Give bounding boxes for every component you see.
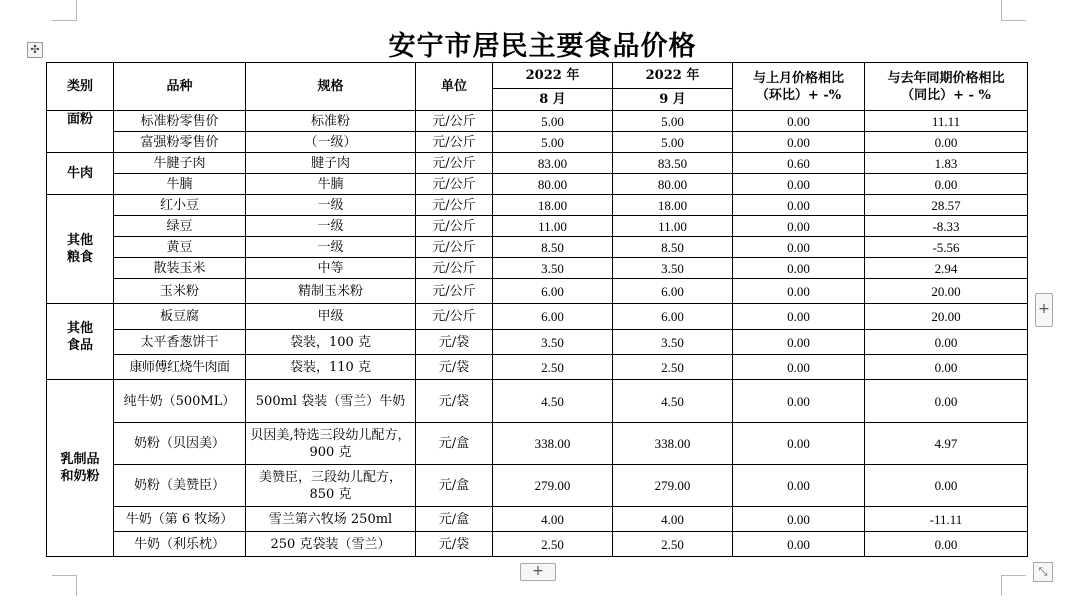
cell-sep: 5.00: [613, 132, 733, 153]
cell-aug: 2.50: [493, 532, 613, 557]
cell-yoy: 20.00: [865, 279, 1028, 304]
cell-sep: 8.50: [613, 237, 733, 258]
cell-sep: 11.00: [613, 216, 733, 237]
cell-aug: 279.00: [493, 465, 613, 507]
cell-yoy: 0.00: [865, 532, 1028, 557]
cell-yoy: 0.00: [865, 355, 1028, 380]
table-row: [47, 153, 1028, 174]
table-row: [47, 507, 1028, 532]
category-other-grain-line2: 粮食: [66, 250, 93, 265]
category-dairy: [47, 380, 114, 557]
cell-sep: 4.50: [613, 380, 733, 423]
cell-spec: 美赞臣，三段幼儿配方，850 克: [246, 465, 416, 507]
table-header-row: [47, 63, 1028, 89]
cell-aug: 5.00: [493, 111, 613, 132]
cell-sep: 83.50: [613, 153, 733, 174]
cell-variety: 牛奶（利乐枕）: [114, 532, 246, 557]
cell-sep: 6.00: [613, 279, 733, 304]
cell-variety: 牛腩: [114, 174, 246, 195]
cell-unit: 元/公斤: [416, 153, 493, 174]
cell-yoy: 20.00: [865, 304, 1028, 330]
cell-mom: 0.00: [733, 465, 865, 507]
cell-aug: 8.50: [493, 237, 613, 258]
page-corner-mark: [52, 575, 77, 596]
table-row: [47, 132, 1028, 153]
cell-sep: 279.00: [613, 465, 733, 507]
header-mom: [733, 63, 865, 111]
table-row: [47, 330, 1028, 355]
cell-spec: 袋装，110 克: [246, 355, 416, 380]
cell-variety: 太平香葱饼干: [114, 330, 246, 355]
cell-spec: 一级: [246, 216, 416, 237]
page-corner-mark: [1001, 575, 1026, 596]
cell-spec: 甲级: [246, 304, 416, 330]
category-other-food-line2: 食品: [66, 338, 93, 353]
cell-yoy: 28.57: [865, 195, 1028, 216]
cell-yoy: 11.11: [865, 111, 1028, 132]
cell-unit: 元/公斤: [416, 111, 493, 132]
cell-variety: 黄豆: [114, 237, 246, 258]
cell-sep: 2.50: [613, 355, 733, 380]
table-row: [47, 465, 1028, 507]
cell-yoy: -11.11: [865, 507, 1028, 532]
cell-unit: 元/公斤: [416, 237, 493, 258]
header-yoy-line1: 与去年同期价格相比: [887, 70, 1005, 86]
cell-mom: 0.00: [733, 355, 865, 380]
cell-sep: 338.00: [613, 423, 733, 465]
cell-unit: 元/公斤: [416, 174, 493, 195]
header-spec: 规格: [246, 63, 416, 111]
cell-sep: 6.00: [613, 304, 733, 330]
table-row: [47, 423, 1028, 465]
category-beef: 牛肉: [47, 153, 114, 195]
cell-unit: 元/袋: [416, 532, 493, 557]
cell-mom: 0.00: [733, 258, 865, 279]
cell-mom: 0.00: [733, 304, 865, 330]
cell-unit: 元/公斤: [416, 258, 493, 279]
cell-variety: 红小豆: [114, 195, 246, 216]
cell-aug: 6.00: [493, 304, 613, 330]
cell-mom: 0.00: [733, 111, 865, 132]
cell-spec: 贝因美,特选三段幼儿配方，900 克: [246, 423, 416, 465]
cell-yoy: 0.00: [865, 174, 1028, 195]
cell-mom: 0.60: [733, 153, 865, 174]
table-row: [47, 279, 1028, 304]
cell-yoy: 0.00: [865, 132, 1028, 153]
table-row: [47, 355, 1028, 380]
category-dairy-line1: 乳制品: [60, 452, 100, 467]
page-corner-mark: [1001, 0, 1026, 21]
cell-mom: 0.00: [733, 132, 865, 153]
cell-yoy: 4.97: [865, 423, 1028, 465]
cell-variety: 散装玉米: [114, 258, 246, 279]
cell-aug: 2.50: [493, 355, 613, 380]
cell-aug: 3.50: [493, 330, 613, 355]
category-dairy-line2: 和奶粉: [60, 469, 100, 484]
cell-variety: 绿豆: [114, 216, 246, 237]
header-mom-line2: （环比）+ -%: [755, 87, 842, 103]
cell-sep: 2.50: [613, 532, 733, 557]
cell-mom: 0.00: [733, 330, 865, 355]
cell-variety: 富强粉零售价: [114, 132, 246, 153]
cell-aug: 4.00: [493, 507, 613, 532]
cell-mom: 0.00: [733, 532, 865, 557]
cell-yoy: 0.00: [865, 330, 1028, 355]
cell-mom: 0.00: [733, 279, 865, 304]
cell-yoy: 1.83: [865, 153, 1028, 174]
cell-sep: 3.50: [613, 258, 733, 279]
cell-sep: 3.50: [613, 330, 733, 355]
cell-spec: 中等: [246, 258, 416, 279]
cell-spec: 腱子肉: [246, 153, 416, 174]
table-row: [47, 111, 1028, 132]
header-yoy: [865, 63, 1028, 111]
cell-unit: 元/公斤: [416, 132, 493, 153]
cell-mom: 0.00: [733, 216, 865, 237]
cell-unit: 元/袋: [416, 355, 493, 380]
cell-aug: 6.00: [493, 279, 613, 304]
cell-spec: （一级）: [246, 132, 416, 153]
cell-variety: 奶粉（贝因美）: [114, 423, 246, 465]
category-other-food-line1: 其他: [66, 321, 93, 336]
cell-spec: 精制玉米粉: [246, 279, 416, 304]
header-year-aug: 2022 年: [493, 63, 613, 89]
table-row: [47, 258, 1028, 279]
category-other-food: [47, 304, 114, 380]
cell-spec: 250 克袋装（雪兰）: [246, 532, 416, 557]
cell-variety: 牛奶（第 6 牧场）: [114, 507, 246, 532]
cell-yoy: 2.94: [865, 258, 1028, 279]
cell-mom: 0.00: [733, 237, 865, 258]
cell-spec: 一级: [246, 195, 416, 216]
cell-unit: 元/盒: [416, 465, 493, 507]
table-row: [47, 304, 1028, 330]
cell-aug: 83.00: [493, 153, 613, 174]
header-year-sep: 2022 年: [613, 63, 733, 89]
cell-unit: 元/公斤: [416, 195, 493, 216]
table-row: [47, 216, 1028, 237]
cell-yoy: -8.33: [865, 216, 1028, 237]
cell-unit: 元/公斤: [416, 304, 493, 330]
cell-spec: 袋装，100 克: [246, 330, 416, 355]
cell-variety: 玉米粉: [114, 279, 246, 304]
cell-aug: 338.00: [493, 423, 613, 465]
cell-spec: 标准粉: [246, 111, 416, 132]
price-table: [46, 62, 1028, 557]
table-row: [47, 174, 1028, 195]
cell-sep: 80.00: [613, 174, 733, 195]
cell-aug: 11.00: [493, 216, 613, 237]
cell-sep: 18.00: [613, 195, 733, 216]
cell-spec: 500ml 袋装（雪兰）牛奶: [246, 380, 416, 423]
cell-unit: 元/公斤: [416, 279, 493, 304]
cell-sep: 5.00: [613, 111, 733, 132]
cell-mom: 0.00: [733, 195, 865, 216]
header-category: 类别: [47, 63, 114, 111]
cell-variety: 康师傅红烧牛肉面: [114, 355, 246, 380]
header-mom-line1: 与上月价格相比: [752, 70, 844, 86]
cell-yoy: 0.00: [865, 380, 1028, 423]
cell-variety: 纯牛奶（500ML）: [114, 380, 246, 423]
cell-unit: 元/盒: [416, 423, 493, 465]
cell-unit: 元/袋: [416, 380, 493, 423]
cell-unit: 元/盒: [416, 507, 493, 532]
cell-mom: 0.00: [733, 507, 865, 532]
table-move-icon[interactable]: ✣: [27, 42, 43, 58]
category-other-grain: [47, 195, 114, 304]
cell-variety: 板豆腐: [114, 304, 246, 330]
header-month-aug: 8 月: [493, 89, 613, 111]
cell-variety: 标准粉零售价: [114, 111, 246, 132]
cell-unit: 元/公斤: [416, 216, 493, 237]
category-other-grain-line1: 其他: [66, 233, 93, 248]
header-month-sep: 9 月: [613, 89, 733, 111]
header-unit: 单位: [416, 63, 493, 111]
cell-mom: 0.00: [733, 174, 865, 195]
cell-mom: 0.00: [733, 380, 865, 423]
cell-yoy: -5.56: [865, 237, 1028, 258]
page-corner-mark: [52, 0, 77, 21]
cell-spec: 牛腩: [246, 174, 416, 195]
cell-aug: 5.00: [493, 132, 613, 153]
cell-sep: 4.00: [613, 507, 733, 532]
add-row-icon[interactable]: +: [520, 563, 556, 581]
page-title: 安宁市居民主要食品价格: [388, 31, 697, 62]
cell-aug: 80.00: [493, 174, 613, 195]
header-yoy-line2: （同比）+ - %: [901, 87, 991, 103]
add-column-icon[interactable]: +: [1035, 293, 1053, 327]
cell-aug: 3.50: [493, 258, 613, 279]
cell-mom: 0.00: [733, 423, 865, 465]
cell-spec: 雪兰第六牧场 250ml: [246, 507, 416, 532]
header-variety: 品种: [114, 63, 246, 111]
table-resize-icon[interactable]: ⤡: [1033, 562, 1053, 582]
category-flour: 面粉: [47, 111, 114, 153]
cell-variety: 牛腱子肉: [114, 153, 246, 174]
table-row: [47, 237, 1028, 258]
table-row: [47, 532, 1028, 557]
cell-spec: 一级: [246, 237, 416, 258]
cell-aug: 18.00: [493, 195, 613, 216]
cell-yoy: 0.00: [865, 465, 1028, 507]
cell-aug: 4.50: [493, 380, 613, 423]
table-row: [47, 380, 1028, 423]
table-row: [47, 195, 1028, 216]
cell-unit: 元/袋: [416, 330, 493, 355]
cell-variety: 奶粉（美赞臣）: [114, 465, 246, 507]
